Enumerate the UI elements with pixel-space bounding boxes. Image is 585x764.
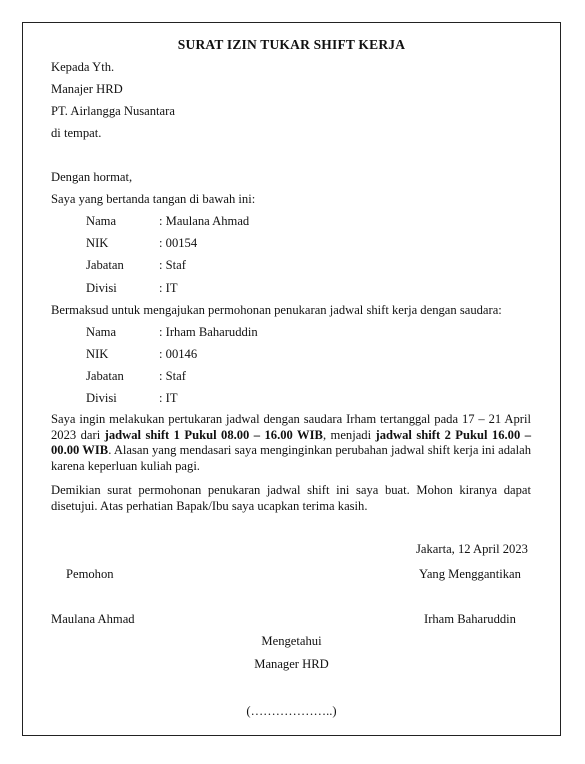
requester-value: : 00154 [159, 236, 198, 250]
acknowledge-label: Mengetahui [261, 634, 322, 648]
replacement-value: : 00146 [159, 347, 198, 361]
replacement-label: Jabatan [86, 369, 124, 383]
recipient-line: Manajer HRD [51, 82, 123, 96]
replacement-value: : Staf [159, 369, 186, 383]
replacement-label: NIK [86, 347, 109, 361]
replacement-value: : Irham Baharuddin [159, 325, 258, 339]
greeting: Dengan hormat, [51, 170, 133, 184]
body-paragraph-2: Demikian surat permohonan penukaran jadwal shift ini saya buat. Mohon kiranya dapat disetujui. Atas perhatian Bapak/Ibu saya ucapkan terima kasih. [51, 483, 531, 513]
replacement-label: Divisi [86, 391, 117, 405]
requester-value: : IT [159, 281, 178, 295]
replacement-signature-name: Irham Baharuddin [424, 612, 516, 626]
requester-value: : Maulana Ahmad [159, 214, 250, 228]
requester-signature-name: Maulana Ahmad [51, 612, 135, 626]
intro-text: Saya yang bertanda tangan di bawah ini: [51, 192, 256, 206]
acknowledge-signature-blank: (………………..) [246, 704, 337, 718]
recipient-line: Kepada Yth. [51, 60, 115, 74]
letter-title: SURAT IZIN TUKAR SHIFT KERJA [177, 37, 406, 52]
requester-label: Jabatan [86, 258, 124, 272]
requester-label: Divisi [86, 281, 117, 295]
shift-2-text: jadwal shift 2 Pukul 16.00 – 00.00 WIB [51, 427, 531, 457]
requester-value: : Staf [159, 258, 186, 272]
letter-date: Jakarta, 12 April 2023 [416, 542, 528, 556]
requester-label: NIK [86, 236, 109, 250]
purpose-text: Bermaksud untuk mengajukan permohonan penukaran jadwal shift kerja dengan saudara: [51, 303, 502, 317]
replacement-value: : IT [159, 391, 178, 405]
acknowledge-role: Manager HRD [254, 657, 329, 671]
recipient-line: di tempat. [51, 126, 102, 140]
shift-1-text: jadwal shift 1 Pukul 08.00 – 16.00 WIB [104, 427, 323, 442]
body-paragraph-1: Saya ingin melakukan pertukaran jadwal dengan saudara Irham tertanggal pada 17 – 21 April 2023 dari jadwal shift 1 Pukul 08.00 – 16.00 WIB, menjadi jadwal shift 2 Pukul 16.00 – 00.00 WIB. Alasan yang mendasari saya menginginkan perubahan jadwal shift kerja ini adalah karena keperluan kuliah pagi. [51, 412, 531, 473]
replacement-label: Nama [86, 325, 117, 339]
recipient-line: PT. Airlangga Nusantara [51, 104, 175, 118]
requester-label: Nama [86, 214, 117, 228]
replacement-role: Yang Menggantikan [419, 567, 521, 581]
requester-role: Pemohon [66, 567, 114, 581]
letter-page [22, 22, 561, 736]
